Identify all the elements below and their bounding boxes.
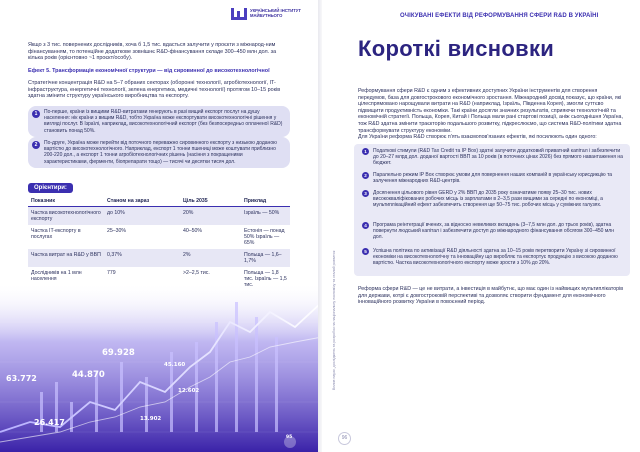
page-number-left: 95: [286, 435, 293, 440]
number-badge-1: 1: [362, 148, 369, 155]
running-head: ОЧІКУВАНІ ЕФЕКТИ ВІД РЕФОРМУВАННЯ СФЕРИ R&D В УКРАЇНІ: [400, 13, 599, 19]
table-cell: Естонія — понад 50% Ізраїль — 65%: [244, 228, 285, 246]
effect-5-title: Ефект 5. Трансформація економічної структури — від сировинної до високотехнологічної: [28, 68, 270, 74]
table-cell: 25–30%: [107, 228, 127, 234]
table-cell: 40–50%: [183, 228, 203, 234]
conclusion-paragraph-1: Реформування сфери R&D є одним з ефективних доступних України інструментів для створення передумов, база для довгострокового економічного зростання. Міжнародний досвід показує, що країни, які цілеспрямовано нарощували витрати на R&D (наприклад, Ізраїль, Південна Корея), змогли суттєво підвищити продуктивність економіки. Такі країни досягли значних результатів, сприяючи технологічній та економічній стратегії. Польща, Корея, Китай і Польща мали рані стартові позиції, аніж сьогоднішня Україна, тож R&D здатна змінити траєкторію подальшого розвитку, підкреслюємо, що система R&D-політики здатна трансформувати структуру економіки.: [358, 88, 623, 134]
chart-figure-label: 12.602: [178, 388, 200, 394]
table-header-row: [28, 196, 290, 207]
number-badge-2: 2: [362, 172, 369, 179]
effect-paragraph: Стратегічне концентрація R&D на 5–7 обраних секторах (оборонні технології, агробіотехнології, IT-інфраструктура, енергетичні технології, зелена енергетика, медичні технології) протягом 10–15 років здатна змінити структуру українського виробництва та експорту.: [28, 80, 281, 100]
table-cell: Частка IT-експорту в послугах: [31, 228, 81, 240]
list-item-text: Податкові стимули (R&D Tax Credit та IP Box) здатні залучити додатковий приватний капітал і забезпечити до 20–27 млрд дол. доданої вартості ВВП за 10 років (в поточних цінах 2026) без прямого навантаження на бюджет.: [373, 148, 623, 167]
page-number-right: 96: [338, 432, 351, 445]
list-item-text: Успішна політика по активізації R&D діяльності здатна за 10–15 років перетворити Україну зі сировинної економіки на високотехнологічну та інноваційну що виробляє та експортує продукцію з високою доданою вартістю. Частка високотехнологічного експорту може зрости з 10% до 20%.: [373, 248, 618, 267]
table-cell: 779: [107, 270, 116, 276]
list-item: [362, 172, 624, 184]
table-cell: Польща — 1,6–1,7%: [241, 249, 290, 267]
table-cell: 0,37%: [104, 249, 180, 267]
list-item-text: Досягнення цільового рівня GERD у 2% ВВП до 2035 року означатиме появу 25–30 тис. нових висококваліфікованих робочих місць із зарплатами в 2–3,5 рази вищими за середні по економіці, а мультиплікаційний ефект забезпечить створення ще 50–75 тис. робочих місць у суміжних галузях.: [373, 190, 603, 209]
callout-1-text: По-перше, країни із вищими R&D-витратами генерують в разі вищий експорт послуг на душу населення: нік країни з вищим R&D, тобто Україна може експортувати високотехнологічні рішення у вигляді послуг. В Ізраїлі, наприклад, високотехнологічний експорт (без безпосередньо оплаченої R&D) становить понад 50%.: [44, 109, 283, 134]
benchmarks-table: [28, 196, 290, 291]
logo-text: [250, 9, 301, 18]
institute-logo: [231, 8, 301, 20]
number-badge-1: 1: [32, 110, 40, 118]
list-item-text: Паралельно режим IP Box створює умови для повернення наших компаній в українську юрисдикцію та залучення міжнародних R&D-центрів.: [373, 172, 613, 185]
table-cell: >2–2,5 тис.: [183, 270, 210, 276]
orientiry-label: Орієнтири:: [28, 183, 73, 193]
logo-line-2: МАЙБУТНЬОГО: [250, 13, 283, 18]
table-cell: Частка високотехнологічного експорту: [28, 207, 104, 226]
table-row: [28, 207, 290, 226]
chart-figure-label: 26.417: [34, 418, 65, 427]
intro-paragraph: Якщо з 3 тис. повернених дослідників, хоча б 1,5 тис. вдасться залучити у проєкти з міжнарод-ним фінансуванням, то потенційне додаткове зовнішнє R&D-фінансування складе 300–450 млн дол. за кілька років (орієнтовно ~1 проєкт/особу).: [28, 42, 277, 62]
list-item: [362, 148, 624, 166]
number-badge-3: 3: [362, 190, 369, 197]
table-cell: до 10%: [104, 207, 180, 226]
chart-figure-label: 13.902: [140, 416, 162, 422]
callout-1: [28, 106, 290, 137]
col-header: Станом на зараз: [104, 196, 180, 207]
table-cell: Ізраїль — 50%: [241, 207, 290, 226]
list-item: [362, 190, 624, 208]
number-badge-5: 5: [362, 248, 369, 255]
table-cell: Польща — 1,8 тис. Ізраїль — 1,5: [244, 270, 287, 282]
table-cell: 20%: [180, 207, 241, 226]
section-title: Короткі висновки: [358, 36, 555, 61]
number-badge-4: 4: [362, 222, 369, 229]
conclusion-paragraph-3: Реформа сфери R&D — це не витрати, а інвестиція в майбутнє, що має один із найвищих мультиплікаторів для держави, котрі є довгостроковій перспективі та дозволяє створити фундамент для економічного інноваційного розвитку України в повоєнний період.: [358, 286, 624, 306]
col-header: Показник: [28, 196, 104, 207]
callout-2: [28, 137, 290, 168]
table-cell: Дослідників на 1 млн населення: [31, 270, 82, 282]
col-header: Приклад: [241, 196, 290, 207]
table-row: [28, 249, 290, 267]
right-page: [322, 0, 640, 452]
logo-line-1: УКРАЇНСЬКИЙ ІНСТИТУТ: [250, 8, 301, 14]
callout-2-text: По-друге, Україна може перейти від поточного переважно сировинного експорту з низькою доданою вартістю до високотехнологічного. Наприклад, експорт 1 тонни пшениці може коштувати приблизно 200-220 дол., а експорт 1 тонни агробіотехнологічних рішень (насіння з покращеними характеристиками, ферменти, біопрепарати тощо) — тисячі чи десятки тисяч дол.: [44, 140, 277, 165]
list-item: [362, 222, 624, 240]
number-badge-2: 2: [32, 141, 40, 149]
table-cell: 2%: [180, 249, 241, 267]
vertical-side-text: Вплив науки, досліджень та розробок на національну економіку та сталий розвиток: [332, 250, 336, 390]
chart-figure-label: 63.772: [6, 374, 37, 383]
table-cell: Частка витрат на R&D у ВВП: [28, 249, 104, 267]
conclusion-paragraph-2: Для України реформа R&D створює п'ять взаємопов'язаних ефектів, які посилюють один одного:: [358, 134, 597, 140]
list-item-text: Програма реінтеграції вчених, за відносно невеликих вкладень (3–7,5 млн дол. до трьох років), здатна повернути людський капітал і забезпечити доступ до міжнародного фінансування обсягом 300–450 млн дол.: [373, 222, 614, 241]
chart-figure-label: 69.928: [102, 348, 135, 358]
decorative-chart-illustration: [0, 282, 322, 452]
logo-mark-icon: [231, 8, 247, 20]
chart-figure-label: 44.870: [72, 370, 105, 380]
table-row: [28, 225, 290, 249]
col-header: Ціль 2035: [180, 196, 241, 207]
list-item: [362, 248, 624, 266]
chart-figure-label: 45.160: [164, 362, 186, 368]
